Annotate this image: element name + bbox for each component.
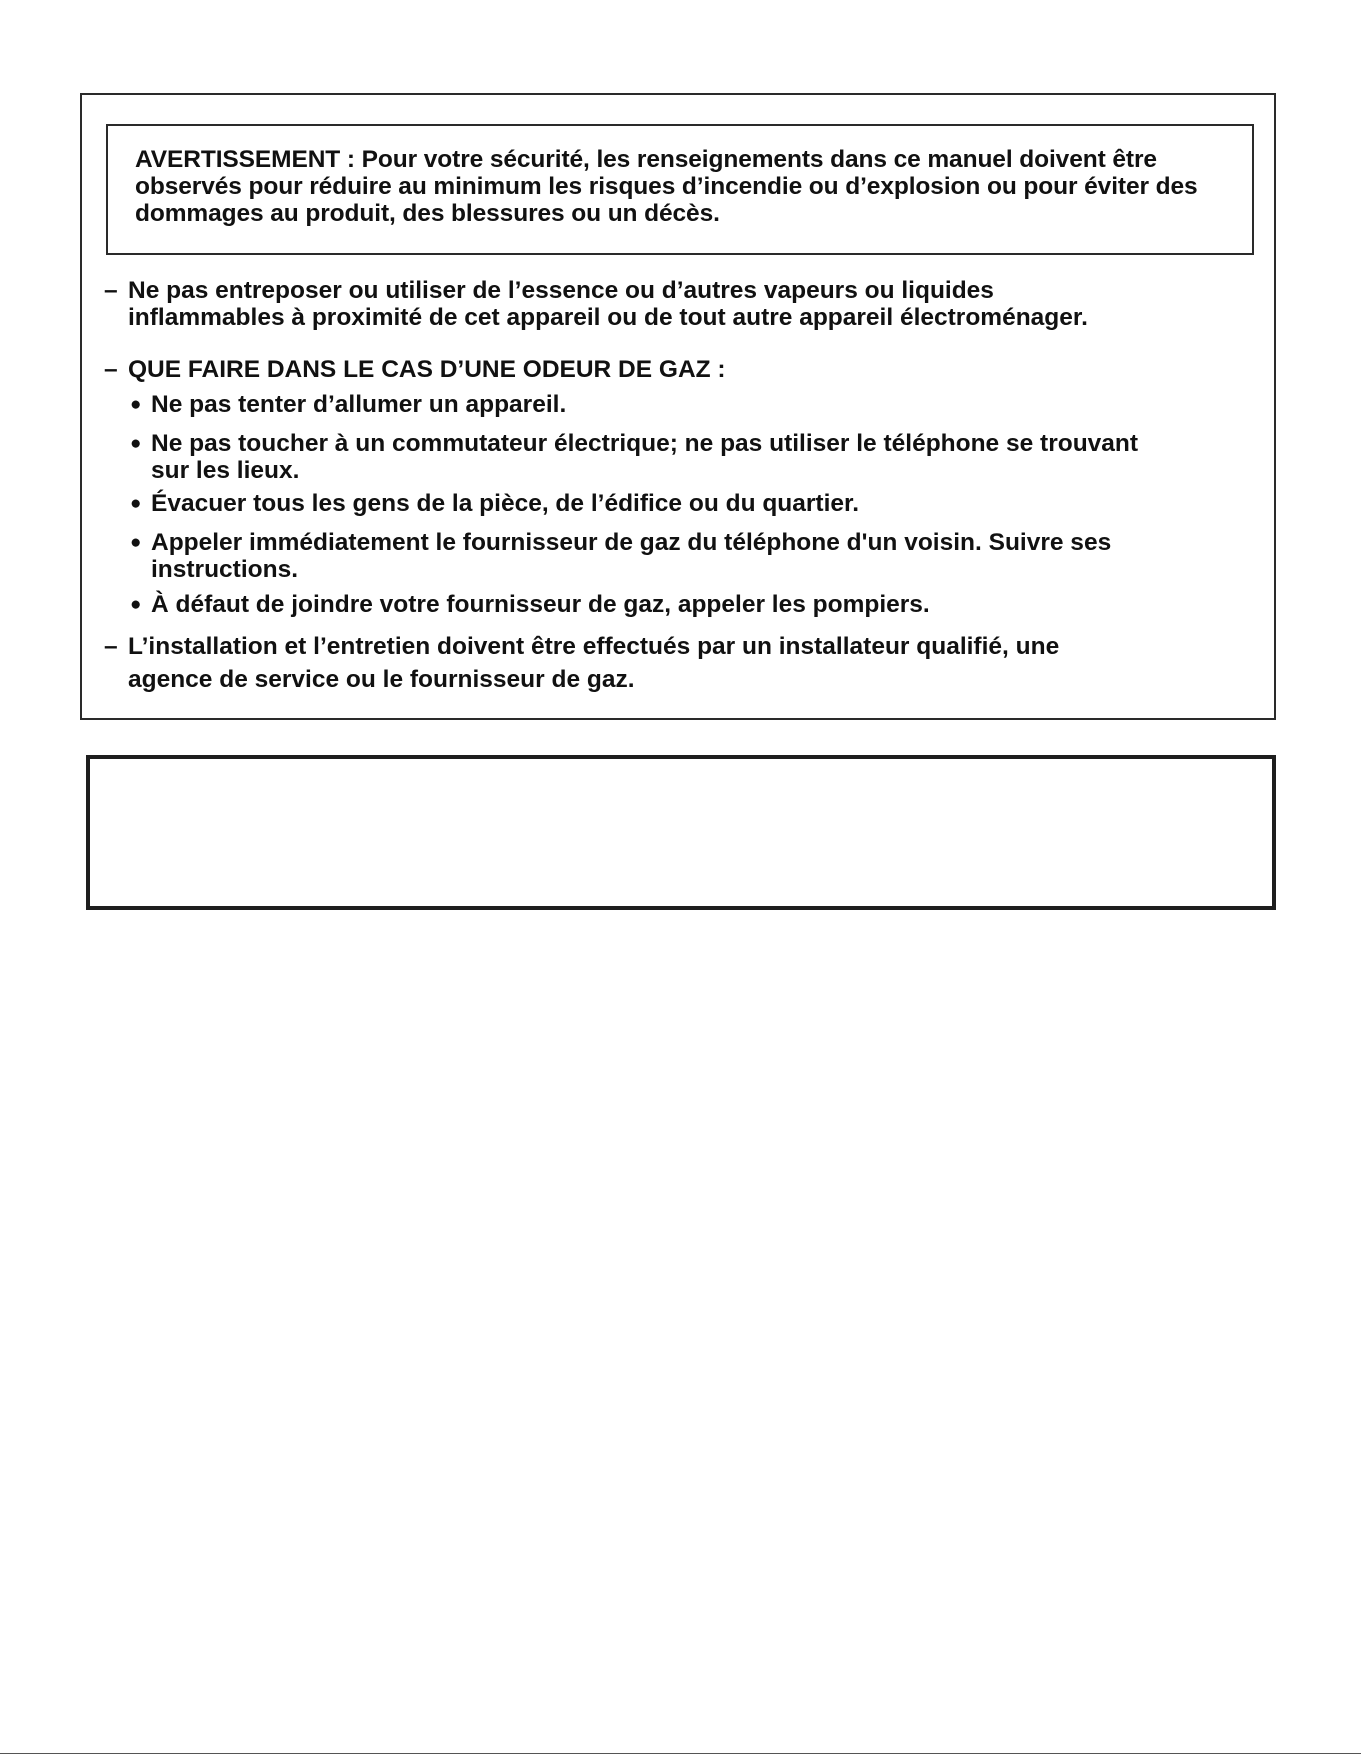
warning-box bbox=[106, 124, 1254, 255]
storage-instruction bbox=[104, 277, 1088, 331]
dash-marker: – bbox=[104, 356, 118, 383]
bullet-line-1: Ne pas toucher à un commutateur électrique; ne pas utiliser le téléphone se trouvant bbox=[151, 430, 1139, 457]
bullet-line-1: Évacuer tous les gens de la pièce, de l’édifice ou du quartier. bbox=[151, 490, 860, 517]
empty-notice-box bbox=[86, 755, 1276, 910]
safety-notice-box bbox=[80, 93, 1276, 720]
warning-text: AVERTISSEMENT : Pour votre sécurité, les renseignements dans ce manuel doivent être observés pour réduire au minimum les risques d’incendie ou d’explosion ou pour éviter des dommages au produit, des blessures ou un décès. bbox=[135, 146, 1198, 227]
gas-odor-bullet bbox=[130, 490, 859, 517]
gas-odor-heading bbox=[104, 356, 726, 383]
bullet-line-1: À défaut de joindre votre fournisseur de gaz, appeler les pompiers. bbox=[151, 591, 930, 618]
dash-marker: – bbox=[104, 633, 118, 660]
gas-odor-bullet bbox=[130, 529, 1111, 583]
storage-line-1: Ne pas entreposer ou utiliser de l’essence ou d’autres vapeurs ou liquides bbox=[128, 277, 994, 304]
storage-line-2: inflammables à proximité de cet appareil ou de tout autre appareil électroménager. bbox=[128, 304, 1088, 331]
bullet-icon: ● bbox=[130, 532, 142, 553]
bullet-line-1: Appeler immédiatement le fournisseur de gaz du téléphone d'un voisin. Suivre ses bbox=[151, 529, 1112, 556]
bullet-line-1: Ne pas tenter d’allumer un appareil. bbox=[151, 391, 567, 418]
bullet-line-2: sur les lieux. bbox=[151, 457, 300, 484]
installation-line-2: agence de service ou le fournisseur de gaz. bbox=[128, 666, 635, 693]
dash-marker: – bbox=[104, 277, 118, 304]
bullet-icon: ● bbox=[130, 493, 142, 514]
bullet-icon: ● bbox=[130, 394, 142, 415]
gas-odor-bullet bbox=[130, 430, 1138, 484]
gas-odor-heading-text: QUE FAIRE DANS LE CAS D’UNE ODEUR DE GAZ : bbox=[128, 356, 726, 383]
gas-odor-bullet bbox=[130, 391, 566, 418]
bullet-line-2: instructions. bbox=[151, 556, 299, 583]
gas-odor-bullet bbox=[130, 591, 930, 618]
installation-instruction bbox=[104, 633, 1059, 693]
bullet-icon: ● bbox=[130, 433, 142, 454]
bullet-icon: ● bbox=[130, 594, 142, 615]
installation-line-1: L’installation et l’entretien doivent être effectués par un installateur qualifié, une bbox=[128, 633, 1060, 660]
footer-rule bbox=[0, 1753, 1361, 1754]
